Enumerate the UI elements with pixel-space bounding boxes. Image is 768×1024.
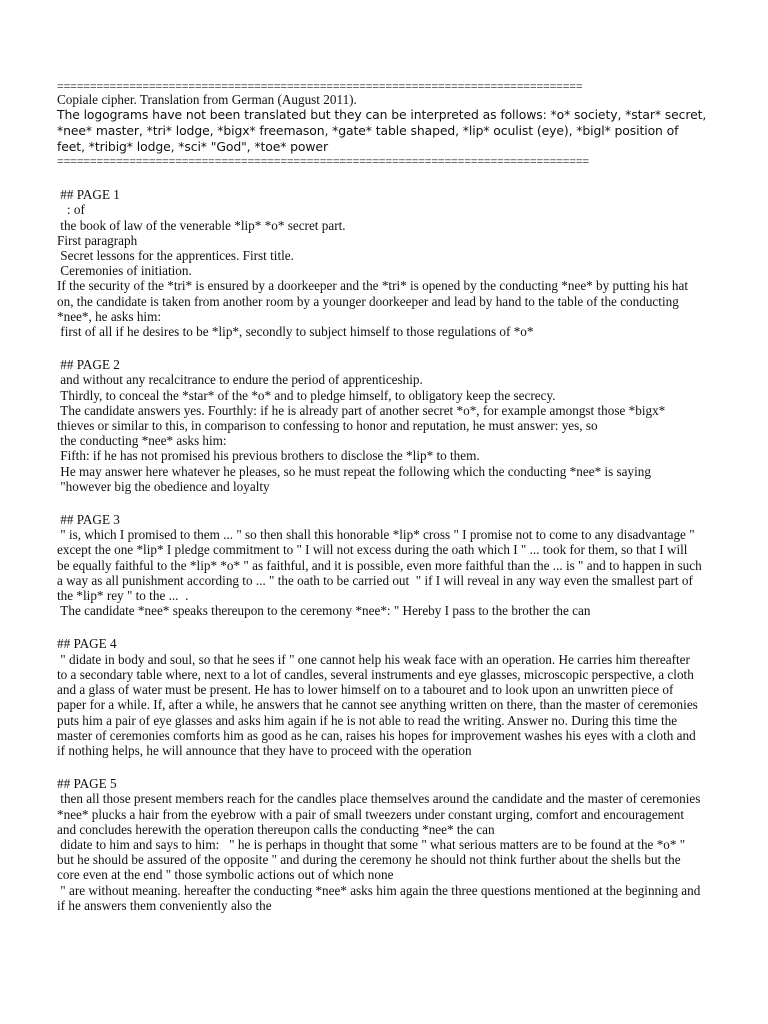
page-3-line: The candidate *nee* speaks thereupon to the ceremony *nee*: " Hereby I pass to the brother the can [57,603,591,619]
page-1-line: first of all if he desires to be *lip*, secondly to subject himself to those regulations of *o* [57,324,534,340]
page-3-section [57,512,707,618]
page-5-paragraph: then all those present members reach for the candles place themselves around the candidate and the master of ceremonies *nee* plucks a hair from the eyebrow with a pair of small tweezers under constant urging, comfort and encouragement and concludes herewith the operation thereupon calls the conducting *nee* the can [57,791,704,837]
page-4-paragraph: " didate in body and soul, so that he sees if " one cannot help his weak face with an operation. He carries him thereafter to a secondary table where, next to a lot of candles, several instruments and eye glasses, microscopic perspective, a cloth and a glass of water must be present. He has to lower himself on to a tabouret and to look upon an unwritten piece of paper for a while. If, after a while, he answers that he cannot see anything written on there, than the master of ceremonies puts him a pair of eye glasses and asks him again if he is not able to read the writing. Answer no. During this time the master of ceremonies comforts him as good as he can, raises his hopes for improvement washes his eyes with a cloth and if nothing helps, he will announce that they have to proceed with the operation [57,651,702,758]
document-title-line: Copiale cipher. Translation from German (August 2011). [57,92,357,107]
page-1-line: : of [57,202,85,218]
page-1-line: the book of law of the venerable *lip* *o* secret part. [57,217,346,233]
page-1-line: First paragraph [57,232,138,248]
page-1-paragraph: If the security of the *tri* is ensured by a doorkeeper and the *tri* is opened by the conducting *nee* by putting his hat on, the candidate is taken from another room by a younger doorkeeper and lead by hand to the table of the conducting *nee*, he asks him: [57,278,692,324]
page-5-heading: ## PAGE 5 [57,776,117,792]
page-1-heading: ## PAGE 1 [57,187,120,203]
page-2-line: "however big the obedience and loyalty [57,478,270,494]
bottom-separator-rule: ================================================================================= [57,155,589,168]
page-5-paragraph: " are without meaning. hereafter the conducting *nee* asks him again the three questions mentioned at the beginning and if he answers them conveniently also the [57,882,704,913]
page-5-paragraph: didate to him and says to him: " he is perhaps in thought that some " what serious matters are to be found at the *o* " but he should be assured of the opposite " and during the ceremony he should not think further about the shells but the core even at the end " those symbolic actions out of which none [57,836,689,883]
logogram-legend: The logograms have not been translated but they can be interpreted as follows: *o* society, *star* secret, *nee* master, *tri* lodge, *bigx* freemason, *gate* table shaped, *lip* oculist (eye), *bigl* position of feet, *tribig* lodge, *sci* "God", *toe* power [57,107,707,155]
page-2-heading: ## PAGE 2 [57,357,120,373]
page-2-line: Fifth: if he has not promised his previous brothers to disclose the *lip* to them. [57,448,480,464]
page-2-line: the conducting *nee* asks him: [57,433,227,449]
page-2-line: Thirdly, to conceal the *star* of the *o* and to pledge himself, to obligatory keep the secrecy. [57,387,556,403]
top-separator-rule: ================================================================================ [57,80,583,92]
page-1-line: Secret lessons for the apprentices. First title. [57,248,294,264]
page-3-paragraph: " is, which I promised to them ... " so then shall this honorable *lip* cross " I promise not to come to any disadvantage " except the one *lip* I pledge commitment to " I will not excess during the oath which I " ... took for them, so that I will be equally faithful to the *lip* *o* " as faithful, and it is possible, even more faithful than the ... is " and to happen in such a way as all punishment according to ... " the oath to be carried out " if I will reveal in any way even the smallest part of the *lip* rey " to the ... . [57,527,706,604]
page-1-line: Ceremonies of initiation. [57,263,192,279]
page-3-heading: ## PAGE 3 [57,512,120,528]
page-1-section [57,187,707,339]
page-2-line: and without any recalcitrance to endure the period of apprenticeship. [57,372,423,388]
page-5-section [57,776,707,913]
page-2-section [57,357,707,494]
page-4-section [57,636,707,758]
page-4-heading: ## PAGE 4 [57,636,117,652]
page-2-line: He may answer here whatever he pleases, so he must repeat the following which the conducting *nee* is saying [57,463,651,479]
page-2-paragraph: The candidate answers yes. Fourthly: if he is already part of another secret *o*, for example amongst those *bigx* thieves or similar to this, in comparison to confessing to honor and reputation, he must answer: yes, so [57,402,669,434]
document-page [57,80,707,913]
